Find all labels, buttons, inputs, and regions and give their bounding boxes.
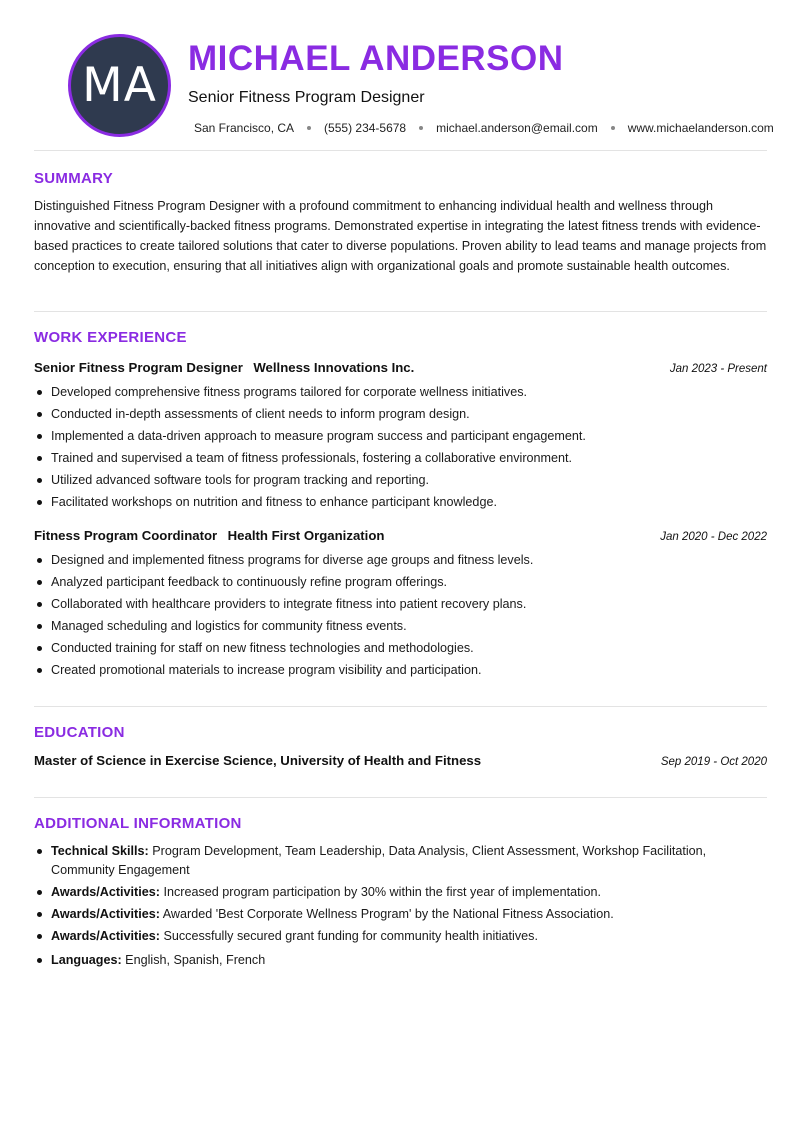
education-degree: Master of Science in Exercise Science, University of Health and Fitness [34, 753, 482, 768]
list-item: Managed scheduling and logistics for community fitness events. [34, 615, 767, 637]
resume-header [34, 0, 774, 150]
avatar-initials: MA [82, 58, 157, 113]
item-label: Awards/Activities: [51, 907, 160, 921]
job-bullets-2 [34, 549, 767, 681]
list-item: Developed comprehensive fitness programs tailored for corporate wellness initiatives. [34, 381, 767, 403]
item-label: Languages: [51, 953, 122, 967]
job-role: Senior Fitness Program Designer [34, 360, 243, 375]
job-header-2 [34, 527, 767, 545]
divider [34, 150, 767, 151]
item-text: Successfully secured grant funding for community health initiatives. [159, 929, 538, 943]
list-item: Conducted training for staff on new fitness technologies and methodologies. [34, 637, 767, 659]
divider [34, 706, 767, 707]
separator-dot [419, 126, 423, 130]
contact-location: San Francisco, CA [194, 121, 295, 135]
experience-heading: WORK EXPERIENCE [34, 329, 187, 346]
separator-dot [307, 126, 311, 130]
contact-bar [194, 121, 774, 135]
job-role: Fitness Program Coordinator [34, 528, 218, 543]
item-label: Technical Skills: [51, 844, 149, 858]
job-date: Jan 2023 - Present [669, 363, 767, 375]
list-item [34, 883, 767, 902]
avatar [68, 34, 171, 137]
list-item: Collaborated with healthcare providers to integrate fitness into patient recovery plans. [34, 593, 767, 615]
additional-list [34, 842, 767, 973]
item-text: Awarded 'Best Corporate Wellness Program' by the National Fitness Association. [159, 907, 614, 921]
list-item [34, 927, 767, 946]
list-item [34, 842, 767, 880]
contact-email[interactable]: michael.anderson@email.com [436, 121, 598, 135]
item-label: Awards/Activities: [51, 929, 160, 943]
list-item: Implemented a data-driven approach to measure program success and participant engagement. [34, 425, 767, 447]
divider [34, 311, 767, 312]
item-label: Awards/Activities: [51, 885, 160, 899]
additional-heading: ADDITIONAL INFORMATION [34, 815, 242, 832]
list-item: Analyzed participant feedback to continuously refine program offerings. [34, 571, 767, 593]
candidate-name: MICHAEL ANDERSON [188, 39, 564, 78]
list-item: Utilized advanced software tools for program tracking and reporting. [34, 469, 767, 491]
candidate-title: Senior Fitness Program Designer [188, 89, 425, 106]
list-item: Designed and implemented fitness programs for diverse age groups and fitness levels. [34, 549, 767, 571]
list-item: Facilitated workshops on nutrition and fitness to enhance participant knowledge. [34, 491, 767, 513]
job-header-1 [34, 359, 767, 377]
item-text: Increased program participation by 30% within the first year of implementation. [159, 885, 601, 899]
list-item [34, 951, 767, 970]
list-item [34, 905, 767, 924]
list-item: Created promotional materials to increase program visibility and participation. [34, 659, 767, 681]
summary-heading: SUMMARY [34, 170, 114, 187]
education-date: Sep 2019 - Oct 2020 [660, 756, 767, 768]
contact-phone: (555) 234-5678 [324, 121, 407, 135]
divider [34, 797, 767, 798]
item-text: English, Spanish, French [121, 953, 266, 967]
job-date: Jan 2020 - Dec 2022 [660, 531, 767, 543]
education-heading: EDUCATION [34, 724, 125, 741]
job-bullets-1 [34, 381, 767, 513]
job-company: Health First Organization [227, 528, 385, 543]
list-item: Conducted in-depth assessments of client needs to inform program design. [34, 403, 767, 425]
summary-text: Distinguished Fitness Program Designer with a profound commitment to enhancing individual health and wellness through innovative and scientifically-backed fitness programs. Demonstrated expertise in integrating the latest fitness trends with evidence-based practices to create tailored solutions that cater to diverse populations. Proven ability to lead teams and manage projects from conception to execution, ensuring that all initiatives align with organizational goals and promote sustainable health outcomes. [34, 199, 767, 273]
contact-website[interactable]: www.michaelanderson.com [627, 121, 774, 135]
education-row [34, 753, 767, 768]
job-company: Wellness Innovations Inc. [253, 360, 415, 375]
list-item: Trained and supervised a team of fitness professionals, fostering a collaborative environment. [34, 447, 767, 469]
item-text: Program Development, Team Leadership, Data Analysis, Client Assessment, Workshop Facilitation, Community Engagement [51, 844, 707, 877]
separator-dot [611, 126, 615, 130]
